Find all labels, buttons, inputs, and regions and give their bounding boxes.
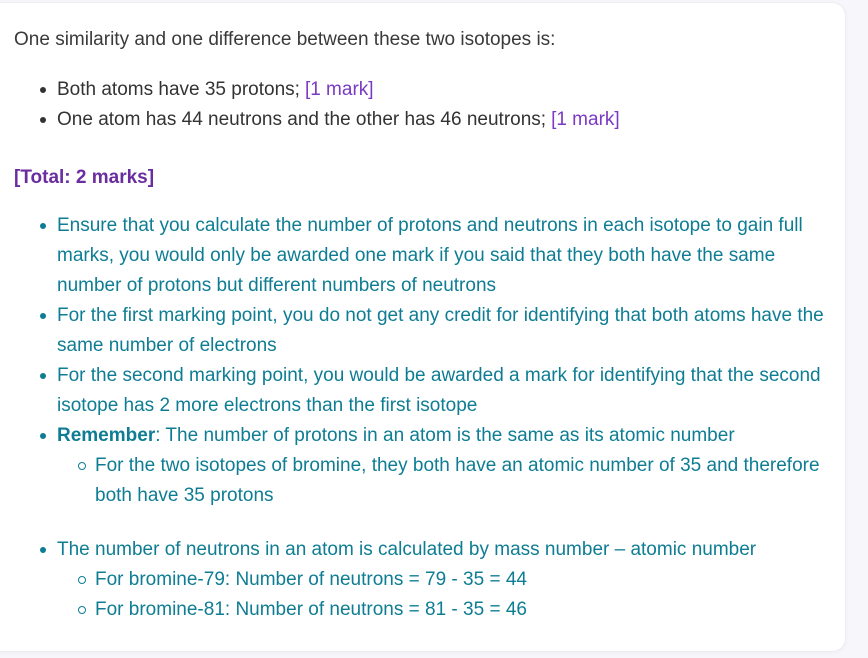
tip-text: For the first marking point, you do not get any credit for identifying that both atoms have the same number of electrons (57, 305, 824, 356)
answer-point (57, 75, 827, 105)
tip-item (57, 421, 827, 511)
tip-subitem (95, 451, 827, 511)
tip-sublist (57, 451, 827, 511)
examiner-tips-list (14, 211, 827, 511)
tip-sublist (57, 565, 827, 625)
tip-item (57, 535, 827, 625)
tip-text: : The number of protons in an atom is the same as its atomic number (155, 425, 735, 446)
tip-subitem (95, 595, 827, 625)
tip-text-bold: Remember (57, 425, 156, 446)
tip-text: The number of neutrons in an atom is calculated by mass number – atomic number (57, 539, 757, 560)
total-marks: [Total: 2 marks] (14, 167, 155, 188)
answer-point (57, 105, 827, 135)
answer-point-text: One atom has 44 neutrons and the other has 46 neutrons; (57, 109, 547, 130)
answer-intro: One similarity and one difference between these two isotopes is: (14, 29, 556, 50)
tip-subitem-text: For bromine-79: Number of neutrons = 79 - 35 = 44 (95, 569, 527, 590)
answer-list (14, 75, 827, 135)
tip-subitem (95, 565, 827, 595)
tip-subitem-text: For bromine-81: Number of neutrons = 81 - 35 = 46 (95, 599, 527, 620)
tip-item (57, 361, 827, 421)
answer-point-text: Both atoms have 35 protons; (57, 79, 300, 100)
tip-text: Ensure that you calculate the number of protons and neutrons in each isotope to gain full marks, you would only be awarded one mark if you said that they both have the same number of protons but different numbers of neutrons (57, 215, 803, 296)
mark-badge: [1 mark] (551, 109, 620, 130)
tip-subitem-text: For the two isotopes of bromine, they both have an atomic number of 35 and therefore both have 35 protons (95, 455, 820, 506)
content-card (0, 2, 846, 652)
examiner-tips-list-2 (14, 535, 827, 625)
mark-badge: [1 mark] (304, 79, 374, 100)
tip-item (57, 301, 827, 361)
tip-text: For the second marking point, you would be awarded a mark for identifying that the second isotope has 2 more electrons than the first isotope (57, 365, 821, 416)
tip-item (57, 211, 827, 301)
